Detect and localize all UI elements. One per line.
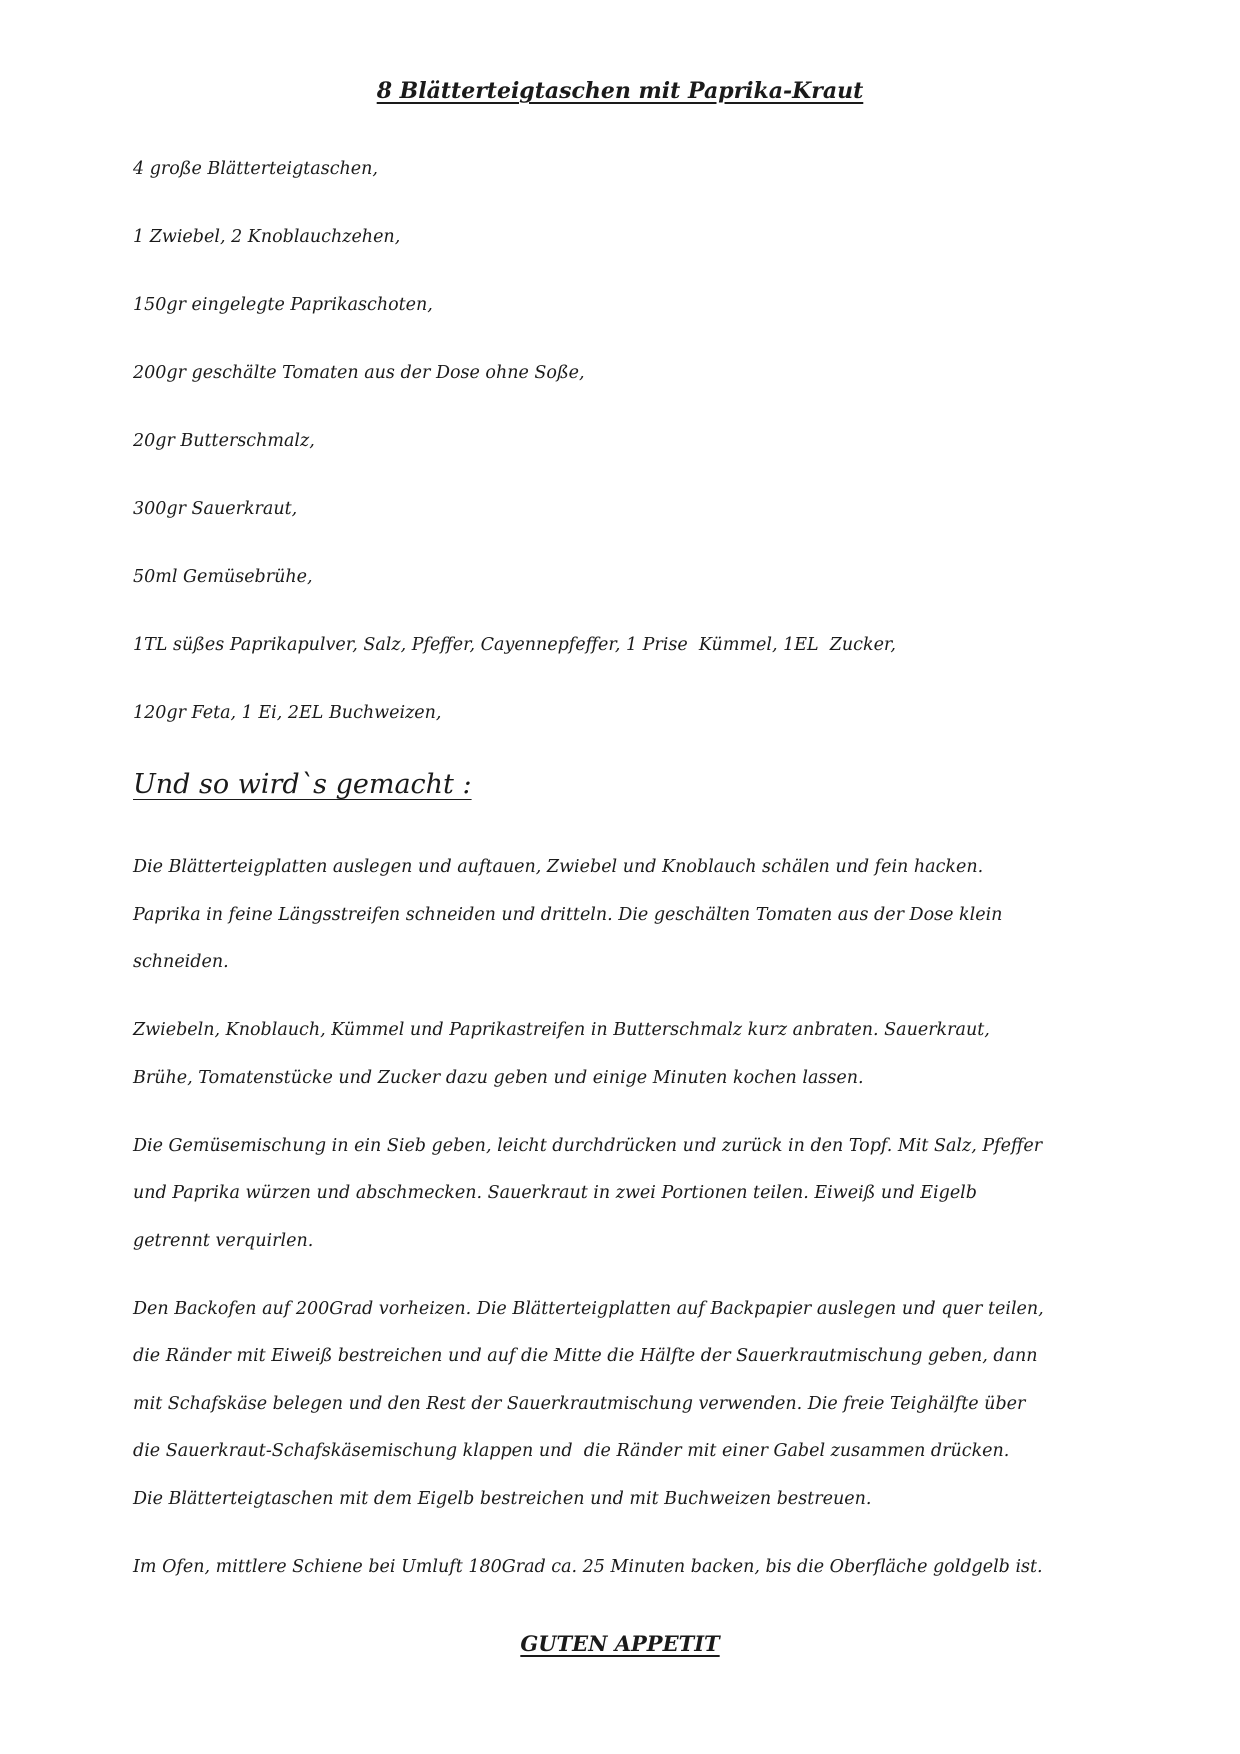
ingredient-line: 150gr eingelegte Paprikaschoten, [133,295,433,315]
ingredient-line: 1 Zwiebel, 2 Knoblauchzehen, [133,227,401,247]
method-line: Paprika in feine Längsstreifen schneiden und dritteln. Die geschälten Tomaten aus der Dose klein [133,904,1003,925]
method-line: und Paprika würzen und abschmecken. Sauerkraut in zwei Portionen teilen. Eiweiß und Eigelb [133,1183,977,1203]
ingredient-line: 50ml Gemüsebrühe, [133,567,313,587]
recipe-title: 8 Blätterteigtaschen mit Paprika-Kraut [376,78,864,104]
method-line: Die Gemüsemischung in ein Sieb geben, leicht durchdrücken und zurück in den Topf. Mit Salz, Pfeffer [133,1135,1043,1156]
method-line: Die Blätterteigtaschen mit dem Eigelb bestreichen und mit Buchweizen bestreuen. [133,1488,872,1509]
ingredient-line: 20gr Butterschmalz, [133,431,315,451]
method-line: getrennt verquirlen. [133,1230,314,1251]
method-heading: Und so wird`s gemacht : [133,769,472,800]
ingredient-list [133,154,1180,728]
method-paragraph [133,1286,1180,1524]
method-line: mit Schafskäse belegen und den Rest der Sauerkrautmischung verwenden. Die freie Teighälfte über [133,1393,1026,1414]
ingredient-line: 4 große Blätterteigtaschen, [133,159,378,179]
method-line: die Ränder mit Eiweiß bestreichen und auf die Mitte die Hälfte der Sauerkrautmischung geben, dann [133,1346,1038,1366]
method-line: Im Ofen, mittlere Schiene bei Umluft 180Grad ca. 25 Minuten backen, bis die Oberfläche goldgelb ist. [133,1556,1043,1577]
method-line: Die Blätterteigplatten auslegen und auftauen, Zwiebel und Knoblauch schälen und fein hacken. [133,857,984,877]
method-line: schneiden. [133,952,229,972]
method-line: Brühe, Tomatenstücke und Zucker dazu geben und einige Minuten kochen lassen. [133,1067,864,1088]
ingredient-line: 300gr Sauerkraut, [133,499,298,519]
closing-greeting: GUTEN APPETIT [520,1631,720,1656]
method-paragraph [133,1007,1180,1102]
method-line: Den Backofen auf 200Grad vorheizen. Die Blätterteigplatten auf Backpapier auslegen und quer teilen, [133,1298,1044,1319]
method-paragraph [133,1123,1180,1266]
method-paragraph [133,844,1180,987]
ingredient-line: 200gr geschälte Tomaten aus der Dose ohne Soße, [133,363,585,383]
method-paragraphs [133,844,1180,1591]
ingredient-line: 120gr Feta, 1 Ei, 2EL Buchweizen, [133,703,442,723]
ingredient-line: 1TL süßes Paprikapulver, Salz, Pfeffer, Cayennepfeffer, 1 Prise Kümmel, 1EL Zucker, [133,635,896,655]
method-line: Zwiebeln, Knoblauch, Kümmel und Paprikastreifen in Butterschmalz kurz anbraten. Sauerkraut, [133,1020,990,1040]
method-paragraph [133,1544,1180,1592]
method-line: die Sauerkraut-Schafskäsemischung klappen und die Ränder mit einer Gabel zusammen drücken. [133,1441,1010,1461]
